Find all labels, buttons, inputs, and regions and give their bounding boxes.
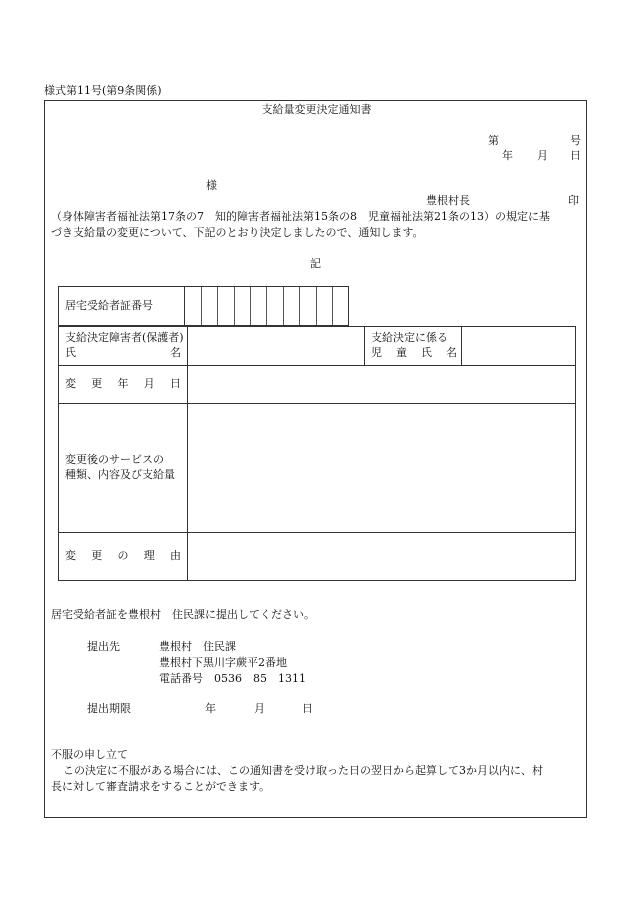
reason-label: 変 更 の 理 由 (65, 549, 181, 563)
appeal-text-line-1: この決定に不服がある場合には、この通知書を受け取った日の翌日から起算して3か月以内に、村 (63, 764, 543, 777)
child-label-cell (365, 327, 462, 366)
deadline-day: 日 (302, 702, 313, 715)
certificate-number-table (58, 286, 365, 326)
deadline-label: 提出期限 (87, 702, 131, 715)
appeal-text-line-2: 長に対して審査請求をすることができます。 (51, 780, 271, 793)
child-name-field[interactable] (462, 327, 576, 366)
digit-box[interactable] (251, 287, 267, 325)
record-mark: 記 (310, 257, 321, 270)
guardian-label: 支給決定障害者(保護者) 氏 名 (65, 331, 184, 359)
child-label: 支給決定に係る 児 童 氏 名 (371, 331, 457, 359)
guardian-name-field[interactable] (188, 327, 365, 366)
digit-box[interactable] (185, 287, 201, 325)
digit-box[interactable] (267, 287, 283, 325)
deadline-month: 月 (254, 702, 265, 715)
certificate-number-label-cell (59, 287, 185, 326)
reason-label-cell (59, 533, 188, 581)
intro-line-1: （身体障害者福祉法第17条の7 知的障害者福祉法第15条の8 児童福祉法第21条の13）の規定に基 (51, 210, 550, 223)
service-details-field[interactable] (188, 404, 576, 533)
date-day: 日 (570, 149, 581, 162)
digit-box[interactable] (333, 287, 348, 325)
date-month: 月 (537, 149, 548, 162)
addressee-suffix: 様 (206, 179, 217, 192)
destination-address: 豊根村下黒川字蕨平2番地 (159, 656, 287, 669)
document-title: 支給量変更決定通知書 (261, 103, 372, 116)
seal-mark: 印 (568, 194, 579, 207)
appeal-heading: 不服の申し立て (51, 748, 128, 761)
issuer-name: 豊根村長 (426, 194, 470, 207)
guardian-label-cell (59, 327, 188, 366)
deadline-year: 年 (205, 702, 216, 715)
date-year: 年 (502, 149, 513, 162)
intro-line-2: づき支給量の変更について、下記のとおり決定しましたので、通知します。 (51, 226, 424, 239)
change-date-label-cell (59, 366, 188, 404)
reason-field[interactable] (188, 533, 576, 581)
destination-phone: 電話番号 0536 85 1311 (159, 672, 306, 685)
change-date-field[interactable] (188, 366, 576, 404)
digit-box[interactable] (235, 287, 251, 325)
decision-table (58, 326, 576, 581)
certificate-number-label: 居宅受給者証番号 (65, 298, 153, 312)
submission-instruction: 居宅受給者証を豊根村 住民課に提出してください。 (51, 608, 315, 621)
destination-office: 豊根村 住民課 (159, 640, 236, 653)
certificate-number-digits[interactable] (185, 287, 349, 326)
form-number: 様式第11号(第9条関係) (44, 84, 162, 97)
digit-box[interactable] (218, 287, 234, 325)
digit-box[interactable] (317, 287, 333, 325)
change-date-label: 変 更 年 月 日 (65, 377, 181, 391)
digit-box[interactable] (300, 287, 316, 325)
number-suffix: 号 (570, 134, 581, 147)
notice-frame (44, 100, 587, 818)
number-prefix: 第 (488, 134, 499, 147)
service-label: 変更後のサービスの 種類、内容及び支給量 (65, 453, 175, 481)
destination-label: 提出先 (87, 640, 120, 653)
digit-box[interactable] (284, 287, 300, 325)
digit-box[interactable] (202, 287, 218, 325)
service-label-cell (59, 404, 188, 533)
